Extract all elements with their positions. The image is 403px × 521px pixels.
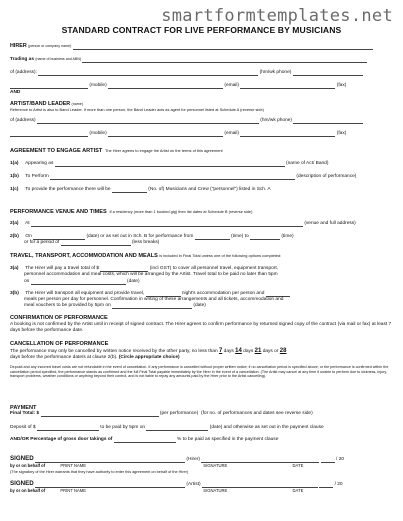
- hirer-label: HIRER: [10, 43, 27, 49]
- sign-artist-captions: [10, 488, 393, 494]
- period-field[interactable]: [61, 240, 131, 246]
- clause-3b-l2: meals per person per day for personnel. Confirmation in writing of these arrangements and all tickets, accommodation and: [24, 297, 284, 302]
- deposit-end: (date) and otherwise as set out in the payment clause: [209, 425, 324, 430]
- hirer-date-caption: DATE: [292, 463, 304, 468]
- hirer-fax-field[interactable]: [240, 83, 335, 89]
- cancel-deposit-text: Deposit and any incurred travel costs are not refundable in the event of cancellation. If any performance is cancelled without proper written notice; if no cancellation period is specified above; or the performance is confirmed within the cancellation period specified, the performance stands as confirmed and the full Final Total payable immediately by the Hirer in the event of a cancellation. (The Artist may cancel at any time if unable to perform due to sickness, injury, transport problems, weather conditions or anything beyond their control, and is not liable to repay any amounts paid by the Hirer prior to the Artist cancelling).: [10, 365, 389, 379]
- hirer-phone-field[interactable]: [293, 70, 363, 76]
- hirer-phone-label: (hm/wk phone): [259, 70, 292, 75]
- artist-behalf: by or on behalf of: [10, 488, 46, 493]
- venue-heading: PERFORMANCE VENUE AND TIMES: [10, 209, 107, 215]
- final-total-row: [10, 411, 393, 417]
- artist-address-label: of (address): [10, 118, 36, 123]
- hirer-fax-label: (fax): [336, 83, 347, 88]
- clause-2b-mid: (date) or as set out in Sch. B for performance from: [86, 234, 194, 239]
- trading-row: [10, 56, 393, 63]
- engage-heading: AGREEMENT TO ENGAGE ARTIST: [10, 148, 103, 154]
- artist-address-row: [10, 118, 393, 124]
- artist-phone-label: (hm/wk phone): [260, 118, 293, 123]
- musicians-count-field[interactable]: [112, 187, 147, 193]
- deposit-amount-field[interactable]: [37, 425, 99, 431]
- clause-3a-date: (date): [127, 279, 140, 284]
- deposit-label: Deposit of $: [10, 425, 36, 430]
- artist-address-field[interactable]: [37, 118, 259, 124]
- deposit-mid: to be paid by 5pm on: [100, 425, 146, 430]
- clause-2b-time1: (time) to: [231, 234, 249, 239]
- sign-hirer-label: SIGNED: [10, 455, 34, 462]
- clause-1a-text: Appearing as: [25, 161, 54, 166]
- trading-sub: (name of business and ABN): [35, 57, 82, 61]
- cancel-l1-text: The performance may only be cancelled by written notice received by the other party, no less than: [10, 349, 218, 354]
- clause-2a-text: At: [25, 221, 30, 226]
- clause-1a-end: (name of Act/ Band): [286, 161, 329, 166]
- venue-heading-row: [10, 209, 393, 216]
- hirer-address-row: [10, 70, 393, 76]
- clause-1b-num: 1(b): [10, 174, 19, 179]
- deposit-row: [10, 425, 393, 431]
- payment-heading: PAYMENT: [10, 405, 37, 411]
- sign-hirer-row: [10, 456, 393, 463]
- cancel-l2-circle: (Circle appropriate choice): [118, 355, 180, 360]
- per-performance-note: (for no. of performances and dates see reverse side): [200, 411, 313, 416]
- artist-date-caption: DATE: [292, 488, 304, 493]
- clause-3b-num: 3(b): [10, 291, 19, 296]
- hirer-mobile-label: (mobile): [89, 83, 107, 88]
- hirer-behalf: by or on behalf of: [10, 463, 46, 468]
- trading-label: Trading as: [10, 57, 34, 62]
- hirer-contact-row: [10, 83, 393, 89]
- clause-3b-date: (date): [193, 303, 206, 308]
- clause-1c-text: To provide the performance there will be: [25, 187, 111, 192]
- travel-note: is included in Final Total unless one of the following options completed:: [159, 253, 282, 258]
- cancel-line2: [10, 355, 393, 361]
- sign-artist-label: SIGNED: [10, 480, 34, 487]
- travel-heading-row: [10, 253, 393, 260]
- sign-artist-date: / 20: [334, 482, 343, 487]
- cancel-heading: CANCELLATION OF PERFORMANCE: [10, 341, 109, 347]
- artist-label: ARTIST/BAND LEADER: [10, 101, 71, 107]
- hirer-mobile-field[interactable]: [10, 83, 88, 89]
- travel-pay-date-field[interactable]: [31, 279, 126, 285]
- artist-sub: (name): [71, 102, 83, 106]
- artist-sig-caption: SIGNATURE: [203, 488, 228, 493]
- per-performance-label: (per performance): [159, 411, 199, 416]
- hirer-print-caption: PRINT NAME: [60, 463, 87, 468]
- trading-field[interactable]: [82, 57, 367, 63]
- clause-3a-l3: [10, 279, 393, 285]
- clause-1a: [10, 161, 393, 167]
- clause-2a-end: (venue and full address): [304, 221, 356, 226]
- artist-fax-label: (fax): [336, 131, 347, 136]
- act-name-field[interactable]: [55, 161, 285, 167]
- clause-3b-l3: [10, 303, 393, 309]
- hirer-sub: (person or company name): [28, 44, 72, 48]
- clause-1b-text: To Perform: [25, 174, 49, 179]
- confirm-text: A booking is not confirmed by the Artist until in receipt of signed contract. The Hirer agrees to confirm performance by returned signed copy of the contract (via mail or fax) at least 7 days before the performance date.: [10, 322, 392, 333]
- clause-3a-num: 3(a): [10, 266, 19, 271]
- artist-mobile-label: (mobile): [89, 131, 107, 136]
- final-total-field[interactable]: [41, 411, 159, 417]
- hirer-authority-note: (The signatory of the Hirer warrants that they have authority to enter this agreement on behalf of the Hirer): [10, 470, 189, 474]
- clause-1b-end: (description of performance): [296, 174, 357, 179]
- engage-intro: The Hirer agrees to engage the Artist on the terms of this agreement: [104, 148, 223, 153]
- cancel-option-28[interactable]: 28: [279, 348, 287, 354]
- final-total-label: Final Total: $: [10, 411, 40, 416]
- hirer-address-label: of (address):: [10, 70, 37, 75]
- clause-3b-l1b: night's accommodation per person and: [181, 291, 265, 296]
- artist-reference: Reference to Artist is also to Band Leader. If more than one person, the Band Leader acts as agent for personnel listed at Schedule A (reverse side): [10, 107, 264, 112]
- venue-field[interactable]: [31, 221, 303, 227]
- hirer-name-field[interactable]: [73, 44, 373, 50]
- and-label: AND: [10, 90, 21, 95]
- cancel-line1: [10, 348, 393, 355]
- clause-3a-l1b: (incl GST) to cover all personnel travel, equipment transport,: [149, 266, 279, 271]
- clause-2b-num: 2(b): [10, 234, 19, 239]
- hirer-sig-caption: SIGNATURE: [203, 463, 228, 468]
- hirer-email-label: (email): [224, 83, 240, 88]
- document-title: STANDARD CONTRACT FOR LIVE PERFORMANCE BY MUSICIANS: [61, 25, 342, 35]
- sign-hirer-role: (Hirer): [186, 457, 201, 462]
- clause-1c: [10, 187, 393, 193]
- artist-fax-field[interactable]: [240, 131, 335, 137]
- deposit-date-field[interactable]: [146, 425, 208, 431]
- cancel-or: or: [274, 349, 279, 354]
- artist-email-label: (email): [224, 131, 240, 136]
- clause-1b: [10, 174, 393, 180]
- clause-2a: [10, 221, 393, 227]
- cancel-days-3: days: [262, 349, 273, 354]
- hirer-email-field[interactable]: [108, 83, 223, 89]
- door-percent-field[interactable]: [114, 437, 176, 443]
- artist-contact-row: [10, 131, 393, 137]
- engage-heading-row: [10, 148, 393, 155]
- clause-2a-num: 2(a): [10, 221, 19, 226]
- confirmation-date-field[interactable]: [112, 303, 192, 309]
- period-label: or for a period of: [24, 240, 60, 245]
- cancel-option-21[interactable]: 21: [254, 348, 262, 354]
- clause-2b-line2: [10, 240, 393, 246]
- period-end: (less breaks): [131, 240, 160, 245]
- clause-3a-on: on: [24, 279, 30, 284]
- sign-hirer-date: / 20: [336, 457, 345, 462]
- cancel-days-2: days: [243, 349, 254, 354]
- clause-3b-l1-text: The Hirer will transport all equipment and provide travel,: [25, 291, 145, 296]
- artist-mobile-field[interactable]: [10, 131, 88, 137]
- sign-artist-role: (Artist): [186, 482, 201, 487]
- cancel-l2-text: days before the performance date/s at clause 2(b).: [10, 355, 118, 360]
- clause-1a-num: 1(a): [10, 161, 19, 166]
- clause-2b-time2: (time): [281, 234, 294, 239]
- sign-artist-row: [10, 481, 393, 488]
- performance-description-field[interactable]: [50, 174, 295, 180]
- door-end: % to be paid as specified in the payment clause: [177, 437, 279, 442]
- clause-2b-text: On: [25, 234, 32, 239]
- clause-3a-l2: personnel accommodation and meal costs, which will be arranged by the Artist. Travel total to be paid no later than 5pm: [24, 272, 278, 277]
- venue-note: If a residency (more than 1 booked gig) then list dates at Schedule B (reverse side): [109, 209, 253, 214]
- door-row: [10, 437, 393, 443]
- cancel-days-1: days: [223, 349, 234, 354]
- clause-3b-l3-text: meal vouchers to be provided by 5pm on: [24, 303, 111, 308]
- artist-phone-field[interactable]: [293, 118, 363, 124]
- hirer-address-field[interactable]: [38, 70, 258, 76]
- artist-email-field[interactable]: [108, 131, 223, 137]
- clause-3a-l1-text: The Hirer will pay a travel total of $: [25, 266, 100, 271]
- travel-heading: TRAVEL, TRANSPORT, ACCOMMODATION AND MEALS: [10, 253, 158, 259]
- hirer-row: [10, 43, 393, 50]
- watermark: smartformtemplates.net: [161, 6, 393, 26]
- cancel-option-7[interactable]: 7: [218, 348, 223, 354]
- door-label: AND/OR Percentage of gross door takings of: [10, 437, 113, 442]
- cancel-option-14[interactable]: 14: [235, 348, 242, 354]
- confirm-heading: CONFIRMATION OF PERFORMANCE: [10, 315, 108, 321]
- artist-print-caption: PRINT NAME: [60, 488, 87, 493]
- clause-1c-num: 1(c): [10, 187, 19, 192]
- clause-1c-mid: (No. of) Musicians and Crew ("personnel") listed in Sch. A: [148, 187, 271, 192]
